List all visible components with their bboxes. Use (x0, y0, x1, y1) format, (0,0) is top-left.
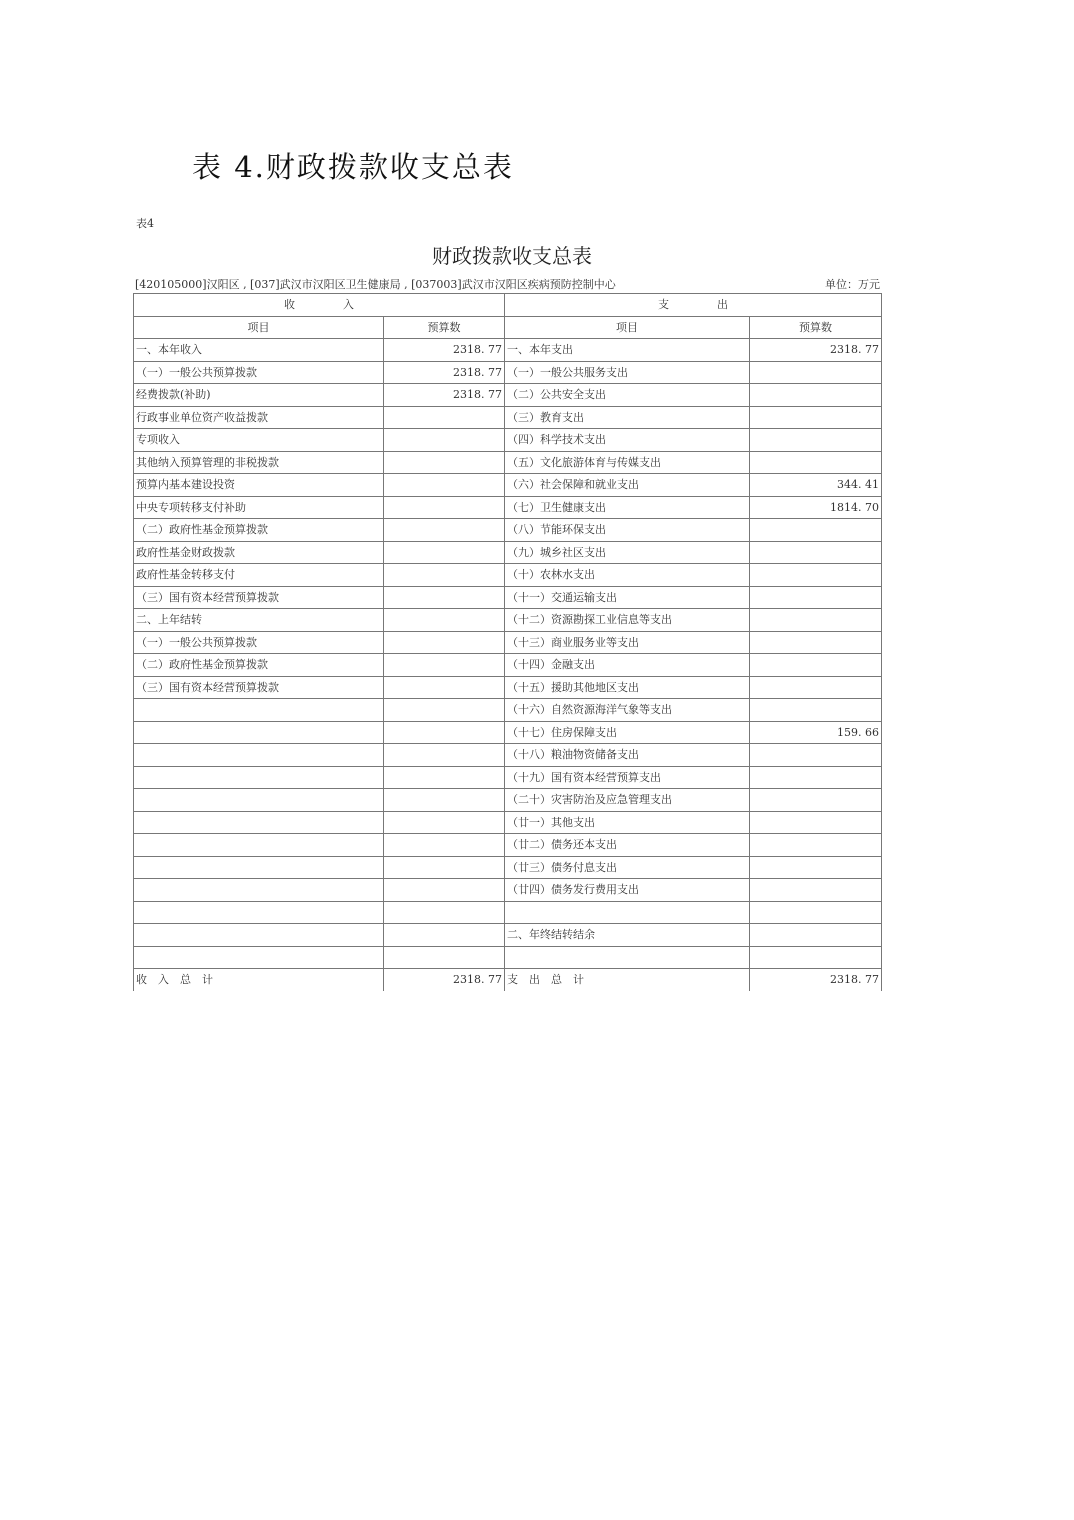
income-item-cell (134, 721, 384, 744)
expense-item-cell: （二十）灾害防治及应急管理支出 (505, 789, 750, 812)
expense-item-cell: （二）公共安全支出 (505, 384, 750, 407)
income-amount-cell: 2318. 77 (384, 339, 505, 362)
table-row (134, 879, 882, 902)
table-row (134, 361, 882, 384)
meta-row (135, 276, 882, 292)
income-item-cell: 中央专项转移支付补助 (134, 496, 384, 519)
expense-amount-cell (750, 406, 882, 429)
income-amount-cell (384, 924, 505, 947)
expense-amount-cell (750, 811, 882, 834)
income-item-cell: （二）政府性基金预算拨款 (134, 654, 384, 677)
income-item-cell (134, 901, 384, 924)
income-item-cell: 其他纳入预算管理的非税拨款 (134, 451, 384, 474)
table-row (134, 676, 882, 699)
expense-amount-cell (750, 519, 882, 542)
income-amount-cell (384, 856, 505, 879)
table-row (134, 586, 882, 609)
expense-amount-cell (750, 384, 882, 407)
income-item-cell: 预算内基本建设投资 (134, 474, 384, 497)
table-row (134, 429, 882, 452)
table-row (134, 474, 882, 497)
expense-item-cell: （六）社会保障和就业支出 (505, 474, 750, 497)
expense-item-cell: （十三）商业服务业等支出 (505, 631, 750, 654)
income-amount-cell (384, 834, 505, 857)
income-amount-cell (384, 654, 505, 677)
income-amount-cell (384, 879, 505, 902)
expense-amount-cell (750, 699, 882, 722)
income-amount-cell (384, 519, 505, 542)
expense-item-cell: （十八）粮油物资储备支出 (505, 744, 750, 767)
income-total-label: 收 入 总 计 (134, 969, 384, 991)
expense-item-cell: 一、本年支出 (505, 339, 750, 362)
table-row (134, 541, 882, 564)
income-item-cell (134, 924, 384, 947)
income-amount-cell (384, 564, 505, 587)
income-item-cell (134, 946, 384, 969)
income-item-cell (134, 699, 384, 722)
income-section-header (134, 294, 505, 317)
income-item-cell: 行政事业单位资产收益拨款 (134, 406, 384, 429)
income-amount-cell (384, 766, 505, 789)
income-item-cell: 政府性基金转移支付 (134, 564, 384, 587)
expense-section-header (505, 294, 882, 317)
expense-item-cell: （三）教育支出 (505, 406, 750, 429)
income-item-cell: 政府性基金财政拨款 (134, 541, 384, 564)
expense-item-cell: （十五）援助其他地区支出 (505, 676, 750, 699)
table-row (134, 946, 882, 969)
table-row (134, 744, 882, 767)
income-item-cell: 专项收入 (134, 429, 384, 452)
expense-amount-cell (750, 789, 882, 812)
income-amount-cell (384, 721, 505, 744)
expense-item-cell: （九）城乡社区支出 (505, 541, 750, 564)
income-total-amount: 2318. 77 (384, 969, 505, 991)
unit-label: 单位：万元 (825, 278, 880, 291)
income-amount-cell (384, 744, 505, 767)
income-item-cell: （三）国有资本经营预算拨款 (134, 676, 384, 699)
expense-amount-cell (750, 631, 882, 654)
income-amount-cell (384, 631, 505, 654)
income-item-cell: 二、上年结转 (134, 609, 384, 632)
expense-amount-cell (750, 654, 882, 677)
income-item-cell (134, 834, 384, 857)
expense-amount-cell (750, 924, 882, 947)
income-amount-cell (384, 586, 505, 609)
income-amount-cell (384, 429, 505, 452)
income-item-cell: （二）政府性基金预算拨款 (134, 519, 384, 542)
budget-table (133, 293, 882, 991)
income-item-cell (134, 766, 384, 789)
expense-amount-cell (750, 451, 882, 474)
income-amount-cell (384, 811, 505, 834)
income-item-cell (134, 811, 384, 834)
table-row (134, 406, 882, 429)
income-amount-cell (384, 541, 505, 564)
expense-amount-cell (750, 766, 882, 789)
table-row (134, 766, 882, 789)
table-row (134, 856, 882, 879)
expense-total-amount: 2318. 77 (750, 969, 882, 991)
table-row (134, 901, 882, 924)
income-item-header: 项目 (134, 316, 384, 339)
section-header-row (134, 294, 882, 317)
table-row (134, 811, 882, 834)
expense-item-cell: （四）科学技术支出 (505, 429, 750, 452)
expense-item-cell: （十二）资源勘探工业信息等支出 (505, 609, 750, 632)
income-amount-cell (384, 676, 505, 699)
expense-item-cell: （五）文化旅游体育与传媒支出 (505, 451, 750, 474)
table-row (134, 496, 882, 519)
column-header-row (134, 316, 882, 339)
income-item-cell: 经费拨款(补助) (134, 384, 384, 407)
expense-header-char-2: 出 (717, 298, 728, 312)
income-item-cell: 一、本年收入 (134, 339, 384, 362)
expense-amount-cell (750, 676, 882, 699)
expense-amount-cell (750, 361, 882, 384)
expense-amount-cell: 344. 41 (750, 474, 882, 497)
expense-item-cell (505, 946, 750, 969)
income-amount-cell (384, 901, 505, 924)
expense-item-cell: （十九）国有资本经营预算支出 (505, 766, 750, 789)
expense-amount-cell (750, 586, 882, 609)
expense-item-cell (505, 901, 750, 924)
table-row (134, 519, 882, 542)
expense-budget-header: 预算数 (750, 316, 882, 339)
income-amount-cell (384, 946, 505, 969)
table-row (134, 924, 882, 947)
income-amount-cell (384, 451, 505, 474)
income-item-cell (134, 879, 384, 902)
expense-amount-cell (750, 901, 882, 924)
expense-amount-cell: 1814. 70 (750, 496, 882, 519)
table-row (134, 789, 882, 812)
expense-item-cell: （廿一）其他支出 (505, 811, 750, 834)
expense-item-cell: （十六）自然资源海洋气象等支出 (505, 699, 750, 722)
expense-item-header: 项目 (505, 316, 750, 339)
income-amount-cell (384, 474, 505, 497)
expense-amount-cell: 159. 66 (750, 721, 882, 744)
expense-item-cell: （七）卫生健康支出 (505, 496, 750, 519)
table-row (134, 721, 882, 744)
expense-amount-cell (750, 744, 882, 767)
income-header-char-1: 收 (284, 298, 295, 312)
table-number: 表4 (136, 217, 154, 230)
expense-amount-cell (750, 879, 882, 902)
income-amount-cell (384, 789, 505, 812)
income-amount-cell (384, 496, 505, 519)
table-row (134, 339, 882, 362)
income-amount-cell: 2318. 77 (384, 361, 505, 384)
income-item-cell (134, 744, 384, 767)
expense-item-cell: （十七）住房保障支出 (505, 721, 750, 744)
income-amount-cell (384, 609, 505, 632)
income-budget-header: 预算数 (384, 316, 505, 339)
expense-amount-cell (750, 564, 882, 587)
income-item-cell: （一）一般公共预算拨款 (134, 631, 384, 654)
expense-item-cell: （廿二）债务还本支出 (505, 834, 750, 857)
income-amount-cell: 2318. 77 (384, 384, 505, 407)
expense-item-cell: （十）农林水支出 (505, 564, 750, 587)
expense-total-label: 支 出 总 计 (505, 969, 750, 991)
table-row (134, 609, 882, 632)
table-row (134, 631, 882, 654)
table-row (134, 564, 882, 587)
table-row (134, 451, 882, 474)
table-row (134, 654, 882, 677)
expense-amount-cell (750, 609, 882, 632)
expense-amount-cell (750, 856, 882, 879)
table-row (134, 699, 882, 722)
expense-amount-cell (750, 946, 882, 969)
income-item-cell: （一）一般公共预算拨款 (134, 361, 384, 384)
table-title: 财政拨款收支总表 (432, 244, 592, 268)
income-item-cell (134, 856, 384, 879)
expense-amount-cell (750, 429, 882, 452)
expense-header-char-1: 支 (658, 298, 669, 312)
income-header-char-2: 入 (343, 298, 354, 312)
expense-item-cell: （一）一般公共服务支出 (505, 361, 750, 384)
income-amount-cell (384, 406, 505, 429)
expense-item-cell: （十一）交通运输支出 (505, 586, 750, 609)
expense-amount-cell (750, 541, 882, 564)
income-item-cell: （三）国有资本经营预算拨款 (134, 586, 384, 609)
table-row (134, 384, 882, 407)
organization-label: [420105000]汉阳区 , [037]武汉市汉阳区卫生健康局 , [037003]武汉市汉阳区疾病预防控制中心 (135, 278, 616, 291)
expense-item-cell: （八）节能环保支出 (505, 519, 750, 542)
expense-item-cell: （廿四）债务发行费用支出 (505, 879, 750, 902)
expense-item-cell: 二、年终结转结余 (505, 924, 750, 947)
income-amount-cell (384, 699, 505, 722)
page-heading: 表 4.财政拨款收支总表 (192, 150, 514, 184)
expense-amount-cell (750, 834, 882, 857)
expense-item-cell: （十四）金融支出 (505, 654, 750, 677)
expense-item-cell: （廿三）债务付息支出 (505, 856, 750, 879)
table-row (134, 834, 882, 857)
expense-amount-cell: 2318. 77 (750, 339, 882, 362)
total-row (134, 969, 882, 991)
income-item-cell (134, 789, 384, 812)
